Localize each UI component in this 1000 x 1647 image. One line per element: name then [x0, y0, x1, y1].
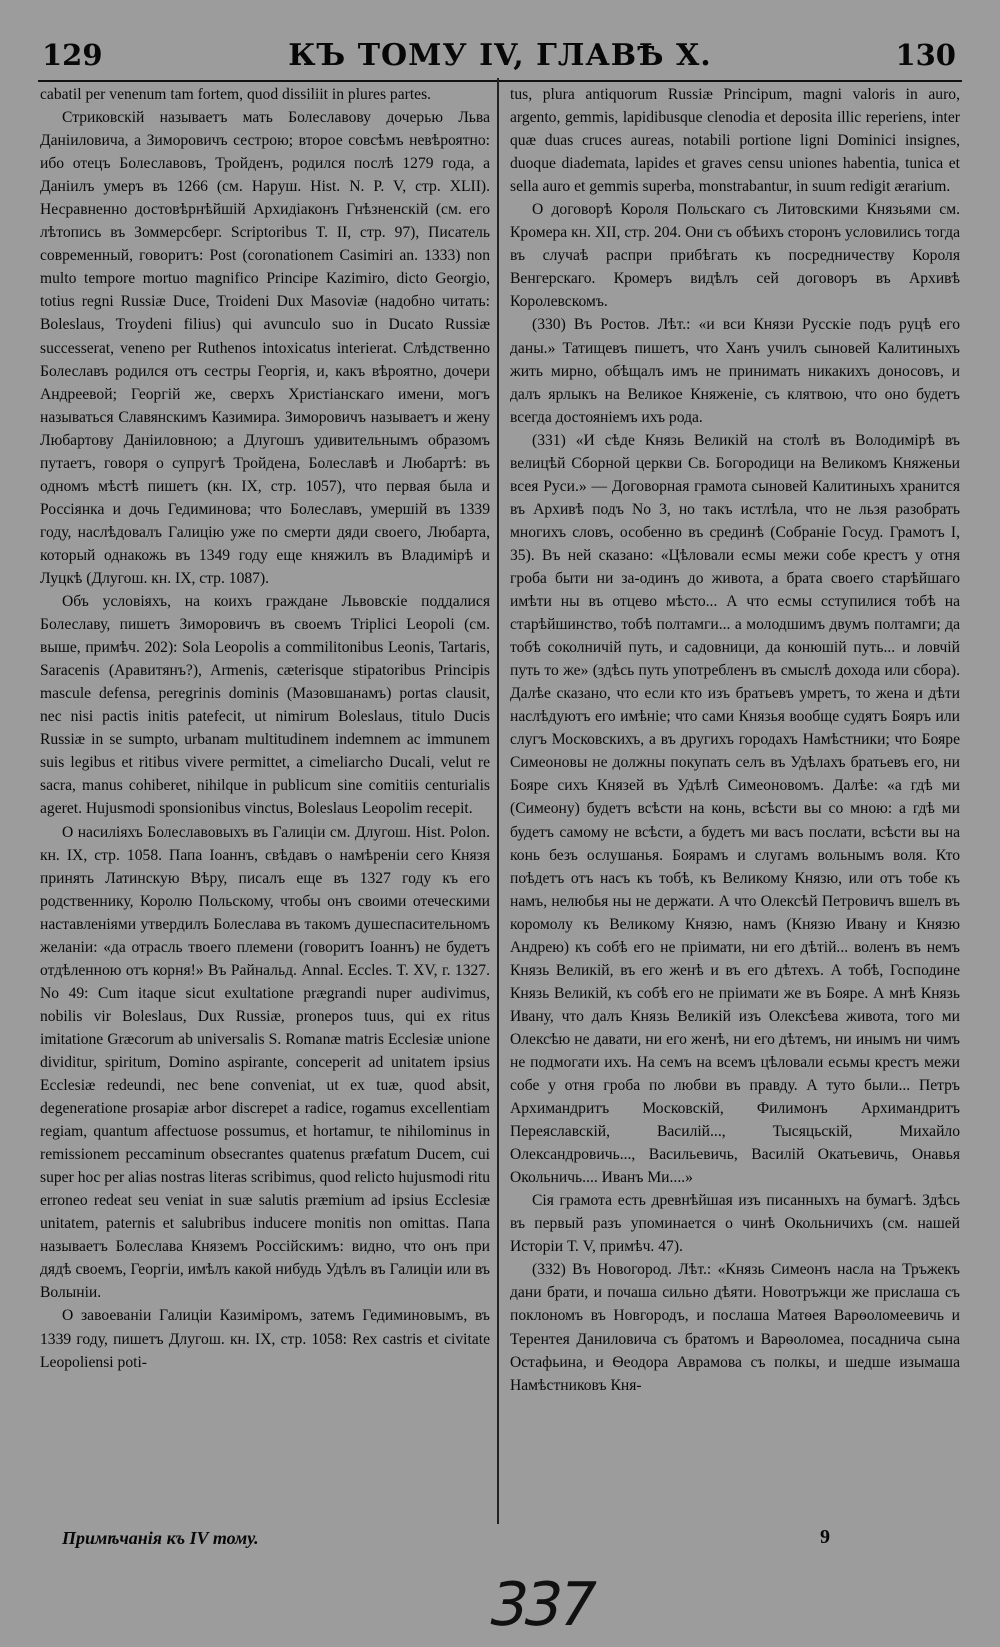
paragraph: (330) Въ Ростов. Лѣт.: «и вси Князи Русскіе подъ руцѣ его даны.» Татищевъ пишетъ, что Ханъ училъ сыновей Калитиныхъ жить мирно, обѣщалъ имъ не принимать никакихъ доносовъ, и далъ ярлыкъ на Великое Княженіе, съ клятвою, что оно будетъ всегда достояніемъ ихъ рода.: [510, 316, 960, 426]
right-column: [510, 83, 960, 1553]
paragraph: tus, plura antiquorum Russiæ Principum, magni valoris in auro, argento, gemmis, lapidibusque clenodia et deposita illic reperiens, inter quæ duas cruces aureas, notabili portione ligni Dominici insignes, duoque diademata, lapides et graves censu uniones habentia, tunica et sella auro et gemmis superba, monstrabantur, in suum redigit ærarium.: [510, 86, 960, 196]
left-column: [40, 83, 490, 1553]
handwritten-page-number: 337: [482, 1570, 600, 1640]
paragraph: О насиліяхъ Болеславовыхъ въ Галиціи см. Длугош. Hist. Polon. кн. IX, стр. 1058. Папа Іоаннъ, свѣдавъ о намѣреніи сего Князя принять Латинскую Вѣру, писалъ еще въ 1327 году къ его родственнику, Королю Польскому, чтобы онъ своими отеческими наставленіями утвердилъ Болеслава въ такомъ душеспасительномъ желаніи: «да отрасль твоего племени (говоритъ Іоаннъ) не будетъ отдѣленною отъ корня!» Въ Райнальд. Annal. Eccles. T. XV, г. 1327. No 49: Cum itaque sicut exultatione prægrandi nuper audivimus, nobilis vir Boleslaus, Dux Russiæ, pronepos tuus, qui ex ritus imitatione Græcorum ab universalis S. Romanæ matris Ecclesiæ unione dividitur, spiritum, Domino aspirante, conceperit ad unitatem ipsius Ecclesiæ redeundi, nec bene conveniat, ut ex tuæ, quod absit, degeneratione prosapiæ arbor discrepet a radice, rogamus excellentiam regiam, quantum affectuose possumus, et hortamur, te nihilominus in remissionem peccaminum obsecrantes quatenus præfatum Ducem, cui super hoc per alias nostras literas scribimus, quod relicto hujusmodi ritu erroneo redeat seu veniat in suæ salutis præmium ad ipsius Ecclesiæ unitatem, paternis et salubribus inducere monitis non omittas. Папа называетъ Болеслава Княземъ Россійскимъ: видно, что онъ при дядѣ своемъ, Георгіи, имѣлъ какой нибудь Удѣлъ въ Галиціи или въ Волыніи.: [40, 823, 490, 1302]
page-number-left: 129: [42, 38, 103, 72]
paragraph: О договорѣ Короля Польскаго съ Литовскими Князьями см. Кромера кн. XII, стр. 204. Они съ обѣихъ сторонъ условились тогда въ случаѣ распри прибѣгать къ посредничеству Короля Венгерскаго. Кромеръ видѣлъ сей договоръ въ Архивѣ Королевскомъ.: [510, 201, 960, 311]
running-title: КЪ ТОМУ IV, ГЛАВѢ X.: [288, 38, 712, 73]
column-divider: [497, 78, 499, 1524]
paragraph: (331) «И сѣде Князь Великій на столѣ въ Володимірѣ въ велицѣй Сборной церкви Св. Богородици на Великомъ Княженьи всея Руси.» — Договорная грамота сыновей Калитиныхъ хранится въ Архивѣ подъ No 3, но такъ истлѣла, что не льзя разобрать многихъ словъ, особенно въ срединѣ (Собраніе Госуд. Грамотъ I, 35). Въ ней сказано: «Цѣловали есмы межи собе крестъ у отня гроба быти ни за-одинъ до живота, а брата своего старѣйшаго имѣти ны въ отцево мѣсто... А что есмы сступилися тобѣ на старѣйшинство, тобѣ полтамги... а молодшимъ двумъ полтамги; да тобѣ соколничій путь, и садовници, да конюшій путь... и ловчій путь то же» (здѣсь путь употребленъ въ смыслѣ дохода или сбора). Далѣе сказано, что если кто изъ братьевъ умретъ, то жена и дѣти наслѣдуютъ его имѣніе; что сами Князья вообще судятъ Бояръ или слугъ Московскихъ, а въ другихъ городахъ Намѣстники; что Бояре Симеоновы не должны покупать селъ въ Удѣлахъ братьевъ его, ни Бояре сихъ Князей въ Удѣлѣ Симеоновомъ. Далѣе: «а гдѣ ми (Симеону) будетъ всѣсти на конь, всѣсти вы со мною: а гдѣ ми будетъ самому не всѣсти, а будетъ ми васъ послати, всѣсти вы на конь безъ ослушанья. Боярамъ и слугамъ вольнымъ воля. Кто поѣдетъ отъ насъ къ тобѣ, къ Великому Князю, или отъ тобе къ намъ, нелюбья ны не держати. А что Олексѣй Петровичъ вшелъ въ коромолу къ Великому Князю, намъ (Князю Ивану и Князю Андрею) къ собѣ его не пріимати, ни его дѣтій... воленъ въ немъ Князь Великій, въ его женѣ и въ его дѣтехъ. А тобѣ, Господине Князь Великій, къ собѣ его не пріимати же въ Бояре. А мнѣ Князь Ивану, что далъ Князь Великій изъ Олексѣева живота, того ми Олексѣю не давати, ни его женѣ, ни его дѣтемъ, ни инымъ ни чимъ не подмогати ихъ. На семъ на всемъ цѣловали есьмы крестъ межи собе у отня гроба по любви въ правду. А туто были... Петръ Архимандритъ Московскій, Филимонъ Архимандритъ Переяславскій, Василій..., Тысяцьскій, Михайло Олександровичь..., Васильевичь, Василій Окатьевичь, Онавья Окольничь.... Иванъ Ми....»: [510, 431, 960, 1187]
header-rule: [38, 80, 962, 82]
paragraph: О завоеваніи Галиціи Казиміромъ, затемъ Гедиминовымъ, въ 1339 году, пишетъ Длугош. кн. IX, стр. 1058: Rex castris et civitate Leopoliensi poti-: [40, 1307, 490, 1371]
paragraph: Стриковскій называетъ мать Болеславову дочерью Льва Даніиловича, а Зиморовичъ сестрою; второе совсѣмъ невѣроятно: ибо отецъ Болеславовъ, Тройденъ, родился послѣ 1279 года, а Даніилъ умеръ въ 1266 (см. Наруш. Hist. N. P. V, стр. XLII). Несравненно достовѣрнѣйшій Архидіаконъ Гнѣзненскій (см. его лѣтопись въ Зоммерсберг. Scriptoribus T. II, стр. 97), Писатель современный, говоритъ: Post (coronationem Casimiri an. 1333) non multo tempore mortuo magnifico Principe Kazimiro, dicto Georgio, totius regni Russiæ Duce, Troideni Dux Masoviæ (надобно читать: Boleslaus, Troydeni filius) qui avunculo suo in Ducato Russiæ successerat, veneno per Ruthenos intoxicatus interierat. Слѣдственно Болеславъ родился отъ сестры Георгія, и, какъ вѣроятно, дочери Андреевой; Георгій же, сверхъ Христіанскаго имени, могъ называться Славянскимъ Казимира. Зиморовичъ называетъ и жену Любартову Даніиловною; а Длугошъ удивительнымъ образомъ путаетъ, говоря о супругѣ Тройдена, Болеславѣ и Любартѣ: въ одномъ мѣстѣ пишетъ (кн. IX, стр. 1057), что первая была и Россіянка и дочь Гедиминова; что Болеславъ, умершій въ 1339 году, наслѣдовалъ Галицію уже по смерти дяди своего, Любарта, который однакожь въ 1349 году еще княжилъ въ Владимірѣ и Луцкѣ (Длугош. кн. IX, стр. 1087).: [40, 109, 490, 587]
paragraph: (332) Въ Новогород. Лѣт.: «Князь Симеонъ наслa на Тръжекъ дани брати, и почаша сильно дѣяти. Новотръжци же прислаша съ поклономъ въ Новгородъ, и послаша Матѳея Варѳоломеевичь и Терентея Даниловича съ братомъ и Варѳоломеа, посадничa сына Остафьина, и Ѳеодора Аврамова съ полкы, и шедше изымаша Намѣстниковъ Кня-: [510, 1261, 960, 1394]
footer-note: Примѣчанія къ IV тому.: [62, 1528, 259, 1548]
signature-mark: 9: [820, 1526, 830, 1548]
page-number-right: 130: [895, 38, 956, 72]
page-header: [40, 38, 960, 78]
paragraph: cabatil per venenum tam fortem, quod dissiliit in plures partes.: [40, 86, 432, 103]
paragraph: Сія грамота есть древнѣйшая изъ писанныхъ на бумагѣ. Здѣсь въ первый разъ упоминается о чинѣ Окольничихъ (см. нашей Исторіи Т. V, примѣч. 47).: [510, 1192, 960, 1256]
paragraph: Объ условіяхъ, на коихъ граждане Львовскіе поддалися Болеславу, пишетъ Зиморовичъ въ своемъ Triplici Leopoli (см. выше, примѣч. 202): Sola Leopolis a commilitonibus Leonis, Tartaris, Saracenis (Аравитянъ?), Armenis, cæterisque stipatoribus Principis mascule defensa, peregrinis dominis (Мазовшанамъ) portas clausit, nec nisi pactis initis patefecit, ut nimirum Boleslaus, titulo Ducis Russiæ in se sumpto, urbanam multitudinem indemnem ac immunem suis legibus et ritibus vivere permittet, a cimeliarcho Ducali, velut re sacra, manus cohiberet, nihilque in publicum sine comitiis centurialis ageret. Hujusmodi sponsionibus vinctus, Boleslaus Leopolim recepit.: [40, 593, 490, 818]
